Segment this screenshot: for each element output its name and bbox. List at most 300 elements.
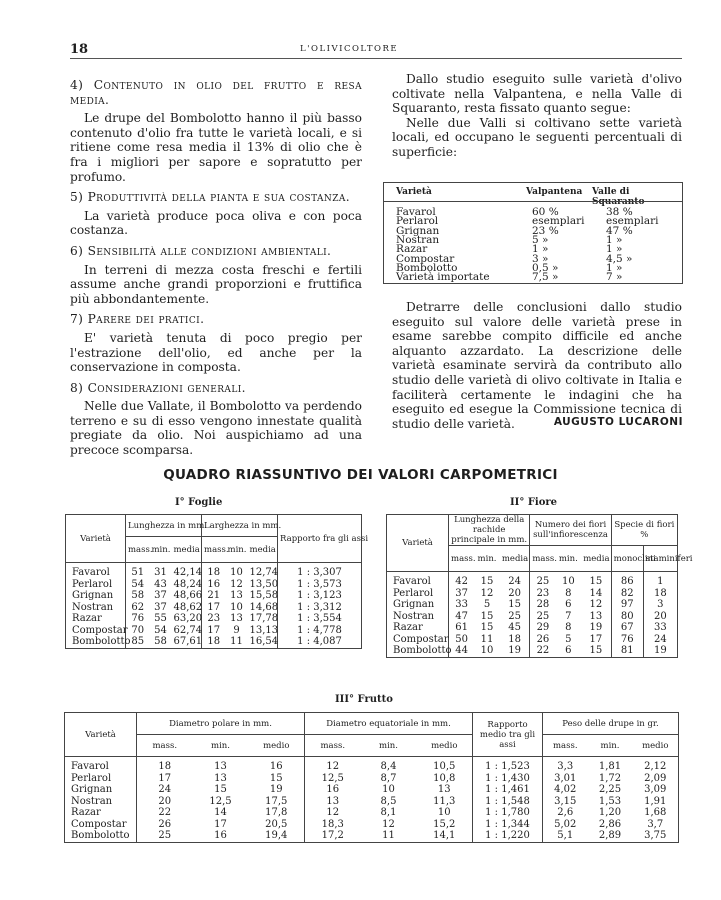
table-cell: 2,12 (633, 757, 679, 773)
table-row (65, 757, 679, 773)
table-cell: 1,81 (598, 761, 622, 772)
table-cell: 5 (483, 599, 491, 610)
variety-value: 5 » (532, 233, 549, 246)
table-cell: 18 (158, 761, 172, 772)
col-header-max: mass. (305, 735, 361, 757)
variety-value: 3 » (532, 252, 549, 265)
table-cell: 13,13 (249, 624, 279, 636)
table-cell: 15 (480, 622, 494, 633)
table-cell: 8 (565, 587, 572, 599)
table-cell: 5 (565, 633, 572, 645)
table-cell: 15 (581, 572, 611, 588)
table-row (66, 590, 362, 602)
col-header-species: Specie di fiori % (611, 515, 677, 546)
table-cell: 16 (326, 784, 340, 795)
table-cell: 8,5 (380, 795, 397, 807)
table-cell: 10 (382, 784, 395, 795)
col-header-avg: media (500, 546, 530, 572)
table-cell: 10 (230, 601, 243, 613)
col-header-min: min. (474, 546, 500, 572)
table-cell: 11 (480, 633, 494, 645)
table-cell: 23 (536, 587, 550, 599)
table-row (65, 807, 679, 819)
table-cell: 17 (207, 601, 221, 613)
col-header-squaranto: Valle di Squaranto (592, 187, 645, 207)
section-heading: 6) Sensibilità alle condizioni ambientali. (70, 243, 332, 258)
col-header-variety: Varietà (396, 187, 432, 197)
table-cell: 1 : 1,430 (473, 773, 543, 785)
table-cell: 16 (249, 757, 305, 773)
col-header-avg: medio (633, 735, 679, 757)
table-cell: 25 (500, 611, 530, 623)
table-row (65, 819, 679, 831)
variety-name: Razar (65, 807, 137, 819)
table-cell: 37 (154, 590, 167, 601)
col-header-max: mass. (530, 546, 556, 572)
table-cell: 1 : 1,548 (473, 796, 543, 808)
table-cell: 3,09 (633, 784, 679, 796)
table-cell: 25 (536, 576, 550, 587)
table-cell: 15 (480, 576, 494, 587)
table-row (387, 572, 678, 588)
table-cell: 14 (581, 588, 611, 600)
col-header-weight: Peso delle drupe in gr. (543, 713, 679, 735)
col-header-avg: media (248, 537, 278, 563)
table-cell: 70 (131, 624, 145, 636)
col-header-max: mass. (449, 546, 475, 572)
right-column-bottom (392, 300, 682, 431)
table-cell: 2,25 (598, 784, 622, 795)
variety-name: Favarol (66, 563, 126, 579)
col-header-ratio: Rapporto medio tra gli assi (473, 713, 543, 757)
table-cell: 21 (207, 590, 221, 601)
table-cell: 12 (480, 587, 494, 599)
variety-value: esemplari (606, 215, 659, 228)
table-cell: 6 (556, 645, 582, 657)
table-cell: 42 (455, 576, 468, 587)
variety-value: 1 » (606, 261, 623, 274)
table-row (387, 645, 678, 657)
table-cell: 13 (581, 611, 611, 623)
table-cell: 14 (214, 807, 227, 818)
table-cell: 62 (131, 601, 145, 613)
table-cell: 16,54 (249, 636, 279, 647)
variety-name: Nostran (396, 233, 440, 246)
col-header-raceme: Lunghezza della rachide principale in mm. (449, 515, 530, 546)
table-cell: 3,75 (633, 830, 679, 842)
paragraph: Dallo studio eseguito sulle varietà d'olivo coltivate nella Valpantena, e nella Valle di Squaranto, resta fissato quanto segue: (392, 72, 682, 116)
table-cell: 37 (455, 587, 468, 599)
col-header-variety: Varietà (66, 515, 126, 563)
table-cell: 20,5 (249, 819, 305, 831)
table-cell: 13 (230, 613, 243, 624)
table-cell: 17 (581, 634, 611, 646)
table-cell: 63,20 (173, 613, 203, 624)
col-header-min: min. (193, 735, 249, 757)
table-cell: 25 (536, 610, 550, 622)
fiore-title: II° Fiore (510, 497, 558, 508)
variety-value: 47 % (606, 224, 633, 237)
table-cell: 58 (150, 636, 172, 648)
variety-name: Grignan (396, 224, 440, 237)
table-cell: 48,24 (173, 578, 203, 590)
variety-name: Compostar (66, 625, 126, 637)
table-cell: 24 (643, 634, 677, 646)
table-cell: 18 (500, 634, 530, 646)
variety-name: Perlarol (396, 215, 439, 228)
table-cell: 62,74 (173, 624, 203, 636)
table-cell: 15,2 (417, 819, 473, 831)
table-cell: 13,50 (249, 578, 279, 590)
table-cell: 7 (565, 610, 572, 622)
table-cell: 15 (249, 773, 305, 785)
table-cell: 1 : 3,573 (278, 579, 362, 591)
table-cell: 37 (154, 601, 167, 613)
table-row (387, 634, 678, 646)
table-cell: 33 (643, 622, 677, 634)
variety-name: Bombolotto (396, 261, 458, 274)
table-cell: 15 (480, 610, 494, 622)
col-header-max: mass. (137, 735, 193, 757)
table-row (387, 599, 678, 611)
variety-value: 7,5 » (532, 271, 559, 284)
table-cell: 31 (154, 567, 167, 578)
section-heading: 4) Contenuto in olio del frutto e resa media. (70, 78, 362, 107)
table-cell: 12,5 (209, 795, 232, 807)
variety-name: Razar (396, 243, 428, 256)
table-cell: 80 (611, 611, 643, 623)
col-header-valpantena: Valpantena (526, 187, 583, 197)
table-cell: 17,8 (249, 807, 305, 819)
table-cell: 86 (611, 572, 643, 588)
paragraph: Detrarre delle conclusioni dallo studio eseguito sul valore delle varietà prese in esame sarebbe compito difficile ed anche alquanto azzardato. La descrizione delle varietà esaminate servirà da contributo allo studio delle varietà di olivo coltivate in Italia e faciliterà certamente le indagini che ha eseguito ed esegue la Commissione tecnica di studio delle varietà. (392, 300, 682, 431)
table-cell: 10 (230, 567, 243, 578)
table-cell: 61 (455, 622, 468, 633)
table-cell: 24 (500, 572, 530, 588)
table-cell: 1,53 (598, 795, 622, 807)
table-cell: 17,2 (305, 830, 361, 842)
table-cell: 9 (233, 624, 240, 636)
variety-name: Perlarol (387, 588, 449, 600)
table-cell: 18 (207, 567, 221, 578)
table-cell: 10 (561, 576, 575, 587)
variety-value: 1 » (532, 243, 549, 256)
table-cell: 11 (361, 830, 417, 842)
table-cell: 1,91 (633, 796, 679, 808)
variety-value: 7 » (606, 271, 623, 284)
variety-name: Compostar (387, 634, 449, 646)
table-cell: 14,68 (249, 601, 279, 613)
col-header-min: min. (556, 546, 582, 572)
variety-name: Nostran (65, 796, 137, 808)
col-header-min: min. (588, 735, 633, 757)
col-header-length: Lunghezza in mm. (126, 515, 202, 537)
table-row (65, 784, 679, 796)
table-cell: 16 (207, 578, 221, 590)
table-cell: 1 : 1,220 (473, 830, 543, 842)
table-cell: 1 : 3,554 (278, 613, 362, 625)
header-rule (70, 58, 682, 59)
table-cell: 50 (455, 633, 468, 645)
frutto-table (64, 712, 679, 843)
table-cell: 11 (226, 636, 248, 648)
variety-name: Bombolotto (387, 645, 449, 657)
table-cell: 5,1 (543, 830, 588, 842)
table-cell: 20 (500, 588, 530, 600)
col-header-ratio: Rapporto fra gli assi (278, 515, 362, 563)
foglie-title: I° Foglie (175, 497, 223, 508)
table-cell: 18 (643, 588, 677, 600)
foglie-table (65, 514, 369, 649)
table-cell: 1 : 4,087 (278, 636, 362, 648)
table-cell: 1 : 1,780 (473, 807, 543, 819)
paragraph: La varietà produce poca oliva e con poca costanza. (70, 208, 362, 238)
table-cell: 43 (154, 578, 167, 590)
variety-value: 23 % (532, 224, 559, 237)
table-cell: 19,4 (249, 830, 305, 842)
table-cell: 2,09 (633, 773, 679, 785)
col-header-variety: Varietà (65, 713, 137, 757)
table-cell: 1,68 (633, 807, 679, 819)
table-cell: 2,89 (588, 830, 633, 842)
table-row (387, 588, 678, 600)
table-row (65, 830, 679, 842)
col-header-equatorial: Diametro equatoriale in mm. (305, 713, 473, 735)
table-cell: 51 (131, 567, 145, 578)
table-cell: 6 (565, 599, 572, 610)
col-header-min: min. (361, 735, 417, 757)
paragraph: Le drupe del Bombolotto hanno il più basso contenuto d'olio fra tutte le varietà locali, e si ritiene come resa media il 13% di olio che è fra i migliori per sapore e sopratutto per profumo. (70, 111, 362, 184)
table-cell: 19 (249, 784, 305, 796)
table-cell: 17 (158, 772, 172, 784)
table-cell: 17 (214, 818, 227, 830)
col-header-width: Larghezza in mm. (202, 515, 278, 537)
table-cell: 15,58 (249, 590, 279, 601)
table-cell: 10,8 (417, 773, 473, 785)
section-heading: 7) Parere dei pratici. (70, 312, 205, 327)
table-cell: 29 (536, 622, 550, 633)
variety-name: Nostran (66, 602, 126, 614)
table-cell: 2,86 (598, 818, 622, 830)
table-cell: 48,62 (173, 601, 203, 613)
variety-value: 0,5 » (532, 261, 559, 274)
table-row (65, 773, 679, 785)
variety-name: Nostran (387, 611, 449, 623)
table-cell: 24 (158, 784, 172, 795)
table-cell: 22 (158, 807, 172, 818)
table-cell: 12 (581, 599, 611, 611)
table-row (66, 579, 362, 591)
variety-name: Grignan (66, 590, 126, 602)
table-cell: 33 (455, 599, 468, 610)
table-cell: 1,72 (598, 772, 622, 784)
col-header-avg: media (581, 546, 611, 572)
variety-name: Bombolotto (66, 636, 126, 648)
col-header-variety: Varietà (387, 515, 449, 572)
section-heading: 5) Produttività della pianta e sua costanza. (70, 190, 351, 205)
table-cell: 12 (230, 578, 243, 590)
table-cell: 26 (158, 818, 172, 830)
page-number: 18 (70, 42, 89, 57)
variety-name: Bombolotto (65, 830, 137, 842)
table-cell: 1 (643, 572, 677, 588)
table-cell: 18,3 (321, 818, 344, 830)
right-column (392, 72, 682, 160)
col-header-max: mass. (543, 735, 588, 757)
table-cell: 5,02 (554, 818, 577, 830)
col-header-polar: Diametro polare in mm. (137, 713, 305, 735)
table-cell: 54 (131, 578, 145, 590)
table-cell: 15 (581, 645, 611, 657)
table-cell: 11,3 (417, 796, 473, 808)
table-cell: 3,3 (557, 761, 574, 772)
summary-title: QUADRO RIASSUNTIVO DEI VALORI CARPOMETRICI (163, 467, 558, 483)
table-cell: 1 : 1,461 (473, 784, 543, 796)
table-cell: 8,7 (380, 772, 397, 784)
table-row (387, 622, 678, 634)
table-cell: 1,20 (598, 807, 622, 818)
variety-name: Compostar (65, 819, 137, 831)
table-cell: 1 : 3,312 (278, 602, 362, 614)
table-cell: 58 (131, 590, 145, 601)
table-cell: 97 (611, 599, 643, 611)
table-row (65, 796, 679, 808)
table-cell: 45 (500, 622, 530, 634)
table-cell: 20 (643, 611, 677, 623)
variety-name: Razar (387, 622, 449, 634)
col-header-max: mass. (202, 537, 226, 563)
table-row (66, 625, 362, 637)
table-cell: 55 (154, 613, 167, 624)
table-cell: 10 (474, 645, 500, 657)
table-cell: 14,1 (417, 830, 473, 842)
variety-name: Perlarol (66, 579, 126, 591)
table-cell: 10 (417, 807, 473, 819)
variety-value: 1 » (606, 233, 623, 246)
table-cell: 4,02 (554, 784, 577, 795)
variety-value: 1 » (606, 243, 623, 256)
table-cell: 19 (643, 645, 677, 657)
frutto-title: III° Frutto (335, 694, 393, 705)
variety-name: Favarol (396, 206, 436, 218)
table-cell: 81 (611, 645, 643, 657)
author-signature: AUGUSTO LUCARONI (553, 416, 683, 428)
table-cell: 1 : 1,344 (473, 819, 543, 831)
table-cell: 82 (611, 588, 643, 600)
variety-name: Grignan (65, 784, 137, 796)
table-cell: 23 (207, 613, 221, 624)
table-row (66, 636, 362, 648)
table-cell: 12 (326, 761, 340, 772)
table-cell: 67 (611, 622, 643, 634)
table-cell: 15 (500, 599, 530, 611)
col-header-avg: media (172, 537, 202, 563)
variety-value: 60 % (532, 206, 559, 218)
variety-name: Favarol (65, 757, 137, 773)
table-cell: 20 (158, 795, 172, 807)
table-cell: 3,01 (554, 772, 577, 784)
varieties-table (383, 182, 683, 284)
col-header-avg: medio (249, 735, 305, 757)
table-cell: 25 (137, 830, 193, 842)
variety-name: Grignan (387, 599, 449, 611)
table-cell: 28 (536, 599, 550, 610)
col-header-monoecious: monoclini (611, 546, 643, 572)
table-cell: 76 (611, 634, 643, 646)
table-row (66, 613, 362, 625)
table-cell: 26 (536, 633, 550, 645)
table-cell: 18 (202, 636, 226, 648)
table-cell: 42,14 (172, 563, 202, 579)
variety-name: Compostar (396, 252, 455, 265)
table-cell: 17 (207, 624, 221, 636)
table-row (387, 611, 678, 623)
variety-value: 4,5 » (606, 252, 633, 265)
table-cell: 19 (581, 622, 611, 634)
table-cell: 48,66 (173, 590, 203, 601)
variety-value: 38 % (606, 206, 633, 218)
running-title: L'OLIVICOLTORE (300, 44, 399, 54)
table-cell: 22 (530, 645, 556, 657)
table-cell: 54 (154, 624, 167, 636)
col-header-min: min. (150, 537, 172, 563)
fiore-table (386, 514, 693, 658)
section-heading: 8) Considerazioni generali. (70, 380, 246, 395)
col-header-staminate: staminiferi (643, 546, 677, 572)
table-cell: 3 (643, 599, 677, 611)
table-cell: 12,5 (321, 772, 344, 784)
paragraph: E' varietà tenuta di poco pregio per l'estrazione dell'olio, ed anche per la conservazione in composta. (70, 330, 362, 375)
table-cell: 76 (131, 613, 145, 624)
col-header-min: min. (226, 537, 248, 563)
col-header-avg: medio (417, 735, 473, 757)
table-cell: 16 (193, 830, 249, 842)
table-cell: 12 (382, 818, 395, 830)
variety-name: Varietà importate (396, 271, 490, 284)
variety-value: esemplari (532, 215, 585, 228)
paragraph: Nelle due Vallate, il Bombolotto va perdendo terreno e su di esso vengono innestate qualità pregiate da olio. Noi auspichiamo ad una precoce scomparsa. (70, 399, 362, 458)
table-cell: 13 (214, 761, 227, 772)
header-rule (384, 201, 682, 202)
table-cell: 1 : 3,123 (278, 590, 362, 602)
table-cell: 8 (565, 622, 572, 633)
col-header-flowers: Numero dei fiori sull'infiorescenza (530, 515, 611, 546)
table-cell: 10,5 (417, 757, 473, 773)
table-row (66, 563, 362, 579)
variety-name: Favarol (387, 572, 449, 588)
table-cell: 67,61 (173, 636, 203, 647)
variety-name: Razar (66, 613, 126, 625)
table-cell: 8,4 (380, 761, 397, 772)
paragraph: Nelle due Valli si coltivano sette varietà locali, ed occupano le seguenti percentuali di superficie: (392, 115, 682, 159)
table-cell: 47 (455, 610, 468, 622)
table-cell: 19 (500, 645, 530, 657)
table-cell: 17,78 (249, 613, 279, 624)
variety-name: Perlarol (65, 773, 137, 785)
table-cell: 1 : 1,523 (473, 757, 543, 773)
table-cell: 13 (417, 784, 473, 796)
table-cell: 13 (214, 772, 227, 784)
table-cell: 8,1 (380, 807, 397, 818)
table-cell: 44 (449, 645, 475, 657)
table-row (66, 602, 362, 614)
table-cell: 1 : 4,778 (278, 625, 362, 637)
table-cell: 1 : 3,307 (278, 563, 362, 579)
table-cell: 3,15 (554, 795, 577, 807)
table-cell: 12,74 (248, 563, 278, 579)
table-cell: 2,6 (557, 807, 574, 818)
table-cell: 3,7 (633, 819, 679, 831)
